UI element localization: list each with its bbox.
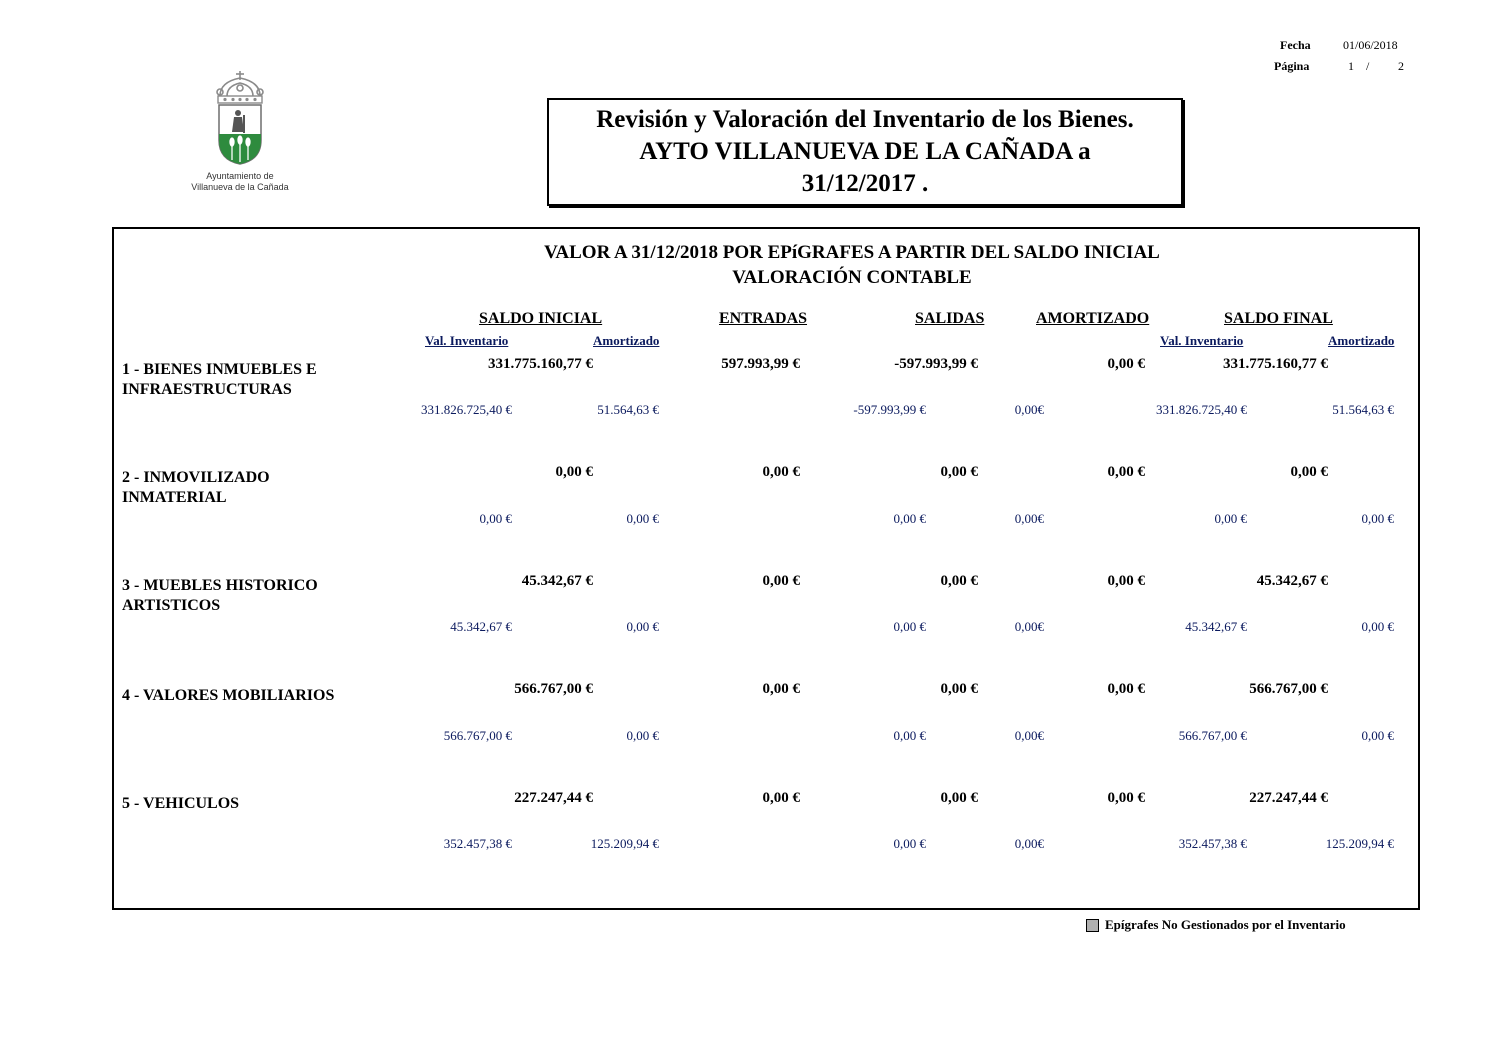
amortizado-sub-value: 0,00€	[1014, 619, 1044, 634]
si-val-inventario-value: 45.342,67 €	[450, 619, 512, 634]
si-val-inventario-value: 331.826.725,40 €	[421, 402, 512, 417]
subtitle-line2: VALORACIÓN CONTABLE	[732, 267, 972, 288]
entradas-value: 0,00 €	[762, 790, 800, 806]
salidas-sub-value: 0,00 €	[893, 619, 926, 634]
section-subtitle	[452, 240, 1252, 290]
salidas-value: 0,00 €	[940, 573, 978, 589]
subheader-sf-amortizado: Amortizado	[1328, 333, 1395, 348]
si-val-inventario-value: 0,00 €	[479, 511, 512, 526]
sf-amortizado-value: 51.564,63 €	[1332, 402, 1394, 417]
si-val-inventario-value: 352.457,38 €	[443, 836, 512, 851]
salidas-sub-value: 0,00 €	[893, 511, 926, 526]
pagina-total: 2	[1398, 59, 1404, 73]
si-amortizado-value: 0,00 €	[626, 728, 659, 743]
row-label	[122, 576, 372, 616]
saldo-inicial-value: 331.775.160,77 €	[488, 356, 593, 372]
amortizado-value: 0,00 €	[1107, 464, 1145, 480]
pagina-label: Página	[1274, 59, 1310, 73]
salidas-sub-value: -597.993,99 €	[853, 402, 926, 417]
si-amortizado-value: 0,00 €	[626, 511, 659, 526]
legend-swatch	[1086, 919, 1099, 932]
saldo-final-value: 45.342,67 €	[1256, 573, 1328, 589]
row-label	[122, 686, 372, 706]
subheader-si-val-inventario: Val. Inventario	[425, 333, 509, 348]
sf-val-inventario-value: 45.342,67 €	[1185, 619, 1247, 634]
si-amortizado-value: 0,00 €	[626, 619, 659, 634]
saldo-inicial-value: 45.342,67 €	[521, 573, 593, 589]
saldo-inicial-value: 227.247,44 €	[514, 790, 593, 806]
si-val-inventario-value: 566.767,00 €	[443, 728, 512, 743]
logo-caption-line1: Ayuntamiento de	[206, 171, 274, 181]
title-line3: 31/12/2017 .	[801, 170, 929, 197]
report-title-box	[547, 98, 1183, 206]
amortizado-value: 0,00 €	[1107, 790, 1145, 806]
salidas-sub-value: 0,00 €	[893, 836, 926, 851]
saldo-inicial-value: 566.767,00 €	[514, 681, 593, 697]
entradas-value: 0,00 €	[762, 573, 800, 589]
col-header-amortizado: AMORTIZADO	[1036, 310, 1150, 327]
row-label-line1: 3 - MUEBLES HISTORICO	[122, 577, 318, 594]
sf-amortizado-value: 0,00 €	[1361, 511, 1394, 526]
legend-text: Epígrafes No Gestionados por el Inventario	[1105, 917, 1346, 932]
row-label	[122, 794, 372, 814]
si-amortizado-value: 51.564,63 €	[597, 402, 659, 417]
col-header-saldo-inicial: SALDO INICIAL	[479, 310, 603, 327]
sf-amortizado-value: 0,00 €	[1361, 728, 1394, 743]
saldo-final-value: 227.247,44 €	[1249, 790, 1328, 806]
row-label-line1: 2 - INMOVILIZADO	[122, 469, 270, 486]
salidas-value: -597.993,99 €	[894, 356, 978, 372]
sf-amortizado-value: 125.209,94 €	[1325, 836, 1394, 851]
row-label	[122, 360, 372, 400]
logo-caption-line2: Villanueva de la Cañada	[191, 182, 289, 192]
salidas-value: 0,00 €	[940, 681, 978, 697]
pagina-current: 1	[1348, 59, 1354, 73]
sf-val-inventario-value: 566.767,00 €	[1178, 728, 1247, 743]
amortizado-sub-value: 0,00€	[1014, 728, 1044, 743]
saldo-final-value: 566.767,00 €	[1249, 681, 1328, 697]
row-label-line1: 4 - VALORES MOBILIARIOS	[122, 687, 335, 704]
fecha-label: Fecha	[1280, 38, 1311, 52]
sf-val-inventario-value: 331.826.725,40 €	[1156, 402, 1247, 417]
saldo-final-value: 331.775.160,77 €	[1223, 356, 1328, 372]
subtitle-line1: VALOR A 31/12/2018 POR EPíGRAFES A PARTIR DEL SALDO INICIAL	[544, 242, 1160, 263]
row-label-line2: INFRAESTRUCTURAS	[122, 381, 292, 398]
row-label-line2: INMATERIAL	[122, 489, 227, 506]
salidas-value: 0,00 €	[940, 790, 978, 806]
row-label-line2: ARTISTICOS	[122, 597, 221, 614]
entradas-value: 0,00 €	[762, 681, 800, 697]
entradas-value: 0,00 €	[762, 464, 800, 480]
amortizado-value: 0,00 €	[1107, 681, 1145, 697]
sf-val-inventario-value: 0,00 €	[1214, 511, 1247, 526]
row-label-line1: 1 - BIENES INMUEBLES E	[122, 361, 317, 378]
fecha-value: 01/06/2018	[1343, 38, 1398, 52]
row-label-line1: 5 - VEHICULOS	[122, 795, 240, 812]
title-line1: Revisión y Valoración del Inventario de los Bienes.	[596, 106, 1134, 133]
logo-caption	[175, 171, 305, 193]
salidas-sub-value: 0,00 €	[893, 728, 926, 743]
sf-amortizado-value: 0,00 €	[1361, 619, 1394, 634]
saldo-inicial-value: 0,00 €	[555, 464, 593, 480]
title-line2: AYTO VILLANUEVA DE LA CAÑADA a	[639, 138, 1091, 165]
subheader-sf-val-inventario: Val. Inventario	[1160, 333, 1244, 348]
entradas-value: 597.993,99 €	[721, 356, 800, 372]
coat-of-arms-icon	[205, 68, 275, 168]
sf-val-inventario-value: 352.457,38 €	[1178, 836, 1247, 851]
subheader-si-amortizado: Amortizado	[593, 333, 660, 348]
pagina-separator: /	[1366, 59, 1370, 73]
amortizado-sub-value: 0,00€	[1014, 836, 1044, 851]
col-header-saldo-final: SALDO FINAL	[1224, 310, 1333, 327]
amortizado-value: 0,00 €	[1107, 356, 1145, 372]
col-header-entradas: ENTRADAS	[719, 310, 808, 327]
amortizado-value: 0,00 €	[1107, 573, 1145, 589]
col-header-salidas: SALIDAS	[915, 310, 985, 327]
salidas-value: 0,00 €	[940, 464, 978, 480]
amortizado-sub-value: 0,00€	[1014, 402, 1044, 417]
saldo-final-value: 0,00 €	[1290, 464, 1328, 480]
row-label	[122, 468, 372, 508]
si-amortizado-value: 125.209,94 €	[590, 836, 659, 851]
amortizado-sub-value: 0,00€	[1014, 511, 1044, 526]
